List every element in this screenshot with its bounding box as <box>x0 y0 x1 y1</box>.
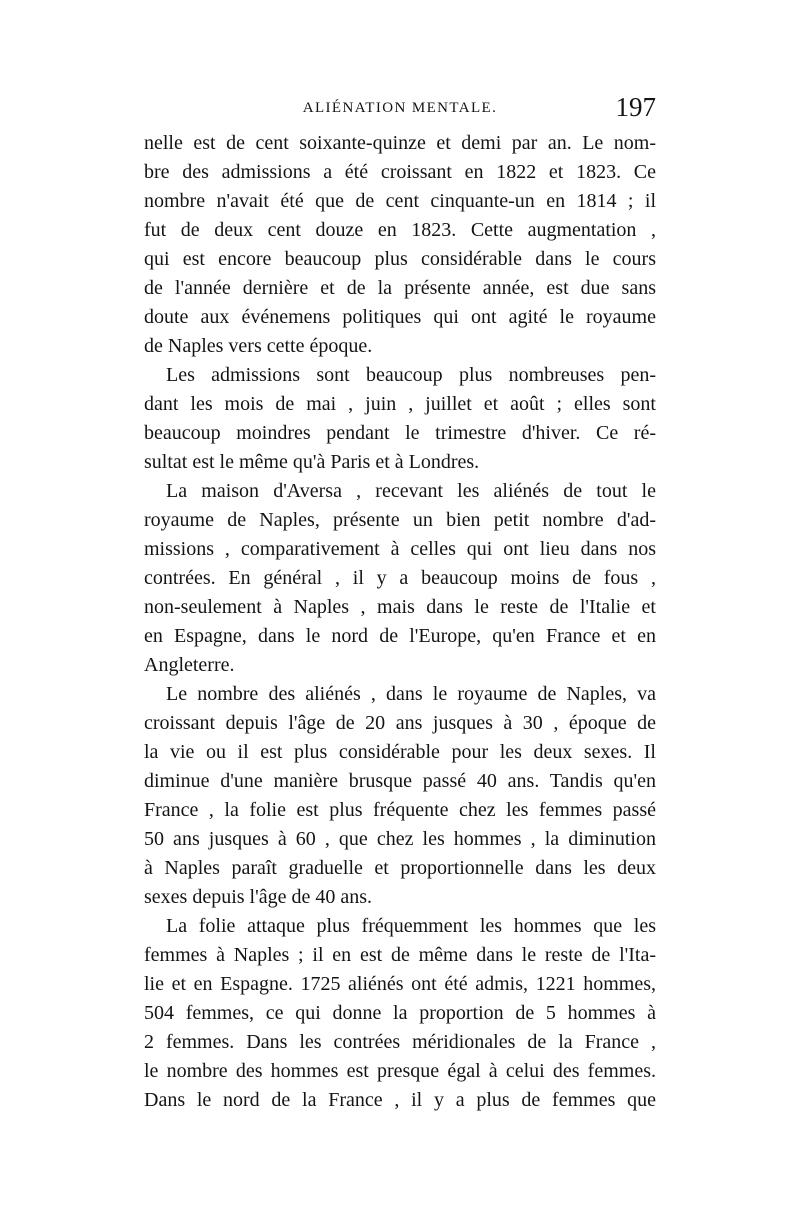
text-line: royaume de Naples, présente un bien petit nombre d'ad- <box>144 509 656 531</box>
text-line: femmes à Naples ; il en est de même dans le reste de l'Ita- <box>144 944 656 966</box>
running-head <box>144 94 656 134</box>
text-line: 504 femmes, ce qui donne la proportion de 5 hommes à <box>144 1002 656 1024</box>
text-line: La folie attaque plus fréquemment les hommes que les <box>166 915 656 937</box>
text-line: bre des admissions a été croissant en 1822 et 1823. Ce <box>144 161 656 183</box>
text-line: à Naples paraît graduelle et proportionnelle dans les deux <box>144 857 656 879</box>
text-line: Les admissions sont beaucoup plus nombreuses pen- <box>166 364 656 386</box>
text-line: le nombre des hommes est presque égal à celui des femmes. <box>144 1060 656 1082</box>
text-line: qui est encore beaucoup plus considérable dans le cours <box>144 248 656 270</box>
text-line: contrées. En général , il y a beaucoup moins de fous , <box>144 567 656 589</box>
text-line: beaucoup moindres pendant le trimestre d'hiver. Ce ré- <box>144 422 656 444</box>
text-line: 2 femmes. Dans les contrées méridionales de la France , <box>144 1031 656 1053</box>
text-line: 50 ans jusques à 60 , que chez les hommes , la diminution <box>144 828 656 850</box>
text-line: diminue d'une manière brusque passé 40 ans. Tandis qu'en <box>144 770 656 792</box>
text-line: en Espagne, dans le nord de l'Europe, qu'en France et en <box>144 625 656 647</box>
text-line: Dans le nord de la France , il y a plus de femmes que <box>144 1089 656 1111</box>
text-line: sultat est le même qu'à Paris et à Londres. <box>144 451 480 473</box>
text-line: Angleterre. <box>144 654 235 676</box>
page-number: 197 <box>615 92 656 122</box>
text-line: non-seulement à Naples , mais dans le reste de l'Italie et <box>144 596 656 618</box>
running-title: ALIÉNATION MENTALE. <box>302 100 498 116</box>
text-line: sexes depuis l'âge de 40 ans. <box>144 886 372 908</box>
body-text <box>144 129 656 1115</box>
text-line: la vie ou il est plus considérable pour les deux sexes. Il <box>144 741 656 763</box>
text-line: de l'année dernière et de la présente année, est due sans <box>144 277 656 299</box>
text-line: La maison d'Aversa , recevant les aliénés de tout le <box>166 480 656 502</box>
text-line: doute aux événemens politiques qui ont agité le royaume <box>144 306 656 328</box>
text-line: missions , comparativement à celles qui ont lieu dans nos <box>144 538 656 560</box>
text-line: croissant depuis l'âge de 20 ans jusques à 30 , époque de <box>144 712 656 734</box>
text-line: de Naples vers cette époque. <box>144 335 373 357</box>
text-line: Le nombre des aliénés , dans le royaume de Naples, va <box>166 683 656 705</box>
text-line: nelle est de cent soixante-quinze et demi par an. Le nom- <box>144 132 656 154</box>
text-line: nombre n'avait été que de cent cinquante-un en 1814 ; il <box>144 190 656 212</box>
text-line: France , la folie est plus fréquente chez les femmes passé <box>144 799 656 821</box>
text-line: fut de deux cent douze en 1823. Cette augmentation , <box>144 219 656 241</box>
text-line: dant les mois de mai , juin , juillet et août ; elles sont <box>144 393 656 415</box>
text-line: lie et en Espagne. 1725 aliénés ont été admis, 1221 hommes, <box>144 973 656 995</box>
